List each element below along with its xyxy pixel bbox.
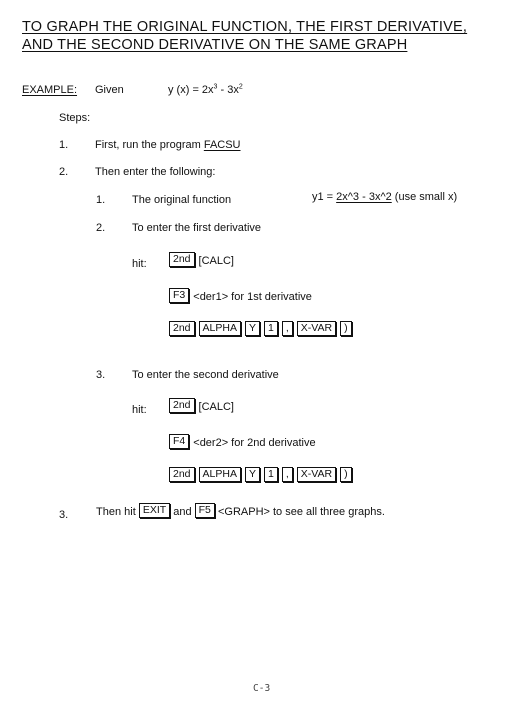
key-x-var: X-VAR <box>297 467 336 482</box>
key-2nd: 2nd <box>169 252 195 267</box>
program-name: FACSU <box>203 139 241 151</box>
equation-mid: - 3x <box>217 84 239 96</box>
key-comma: , <box>282 321 293 336</box>
expr-body: 2x^3 - 3x^2 <box>336 191 392 203</box>
key-f5: F5 <box>195 503 215 518</box>
expr-prefix: y1 = <box>312 191 337 203</box>
key-1: 1 <box>264 467 278 482</box>
key-2nd: 2nd <box>169 398 195 413</box>
substep-3-number: 3. <box>96 369 106 381</box>
key-2nd: 2nd <box>169 467 195 482</box>
key-exit: EXIT <box>139 503 170 518</box>
substep-2-text: To enter the first derivative <box>132 222 262 234</box>
key-f3: F3 <box>169 288 189 303</box>
step-3-lead: Then hit <box>96 506 136 518</box>
f4-row <box>169 433 316 451</box>
key-y: Y <box>245 467 260 482</box>
step-3-text <box>96 503 385 518</box>
f3-row <box>169 287 312 305</box>
key-sequence-2 <box>169 466 356 484</box>
key-alpha: ALPHA <box>199 467 241 482</box>
key-sequence-1 <box>169 320 356 338</box>
step-1-text <box>95 139 241 151</box>
key-close-paren: ) <box>340 467 352 482</box>
substep-1-text: The original function <box>132 194 232 206</box>
key-alpha: ALPHA <box>199 321 241 336</box>
example-equation <box>168 84 243 96</box>
step-2-number: 2. <box>59 166 69 178</box>
key-x-var: X-VAR <box>297 321 336 336</box>
title-line-1: TO GRAPH THE ORIGINAL FUNCTION, THE FIRST DERIVATIVE, <box>22 19 468 35</box>
page-title <box>22 18 467 54</box>
key-2nd: 2nd <box>169 321 195 336</box>
substep-2-number: 2. <box>96 222 106 234</box>
equation-exp-1: 3 <box>213 83 218 91</box>
key-1: 1 <box>264 321 278 336</box>
page-number: C-3 <box>253 683 271 694</box>
key-close-paren: ) <box>340 321 352 336</box>
equation-lhs: y (x) = 2x <box>168 84 214 96</box>
f3-description: <der1> for 1st derivative <box>193 291 312 303</box>
equation-exp-2: 2 <box>238 83 243 91</box>
key-f4: F4 <box>169 434 189 449</box>
key-y: Y <box>245 321 260 336</box>
calc-keys-row-2 <box>169 397 234 415</box>
step-1-number: 1. <box>59 139 69 151</box>
hit-label-2: hit: <box>132 404 147 416</box>
calc-label: [CALC] <box>198 401 234 413</box>
step-3-number: 3. <box>59 509 69 521</box>
title-line-2: AND THE SECOND DERIVATIVE ON THE SAME GRAPH <box>22 37 408 53</box>
substep-1-number: 1. <box>96 194 106 206</box>
key-comma: , <box>282 467 293 482</box>
example-given: Given <box>95 84 124 96</box>
example-label: EXAMPLE: <box>22 84 78 96</box>
steps-label: Steps: <box>59 112 91 124</box>
f4-description: <der2> for 2nd derivative <box>193 437 316 449</box>
calc-keys-row-1 <box>169 251 234 269</box>
calc-label: [CALC] <box>198 255 234 267</box>
step-2-text: Then enter the following: <box>95 166 216 178</box>
step-3-tail: <GRAPH> to see all three graphs. <box>217 506 385 518</box>
step-1-lead: First, run the program <box>95 139 204 151</box>
hit-label-1: hit: <box>132 258 147 270</box>
step-3-and: and <box>173 506 192 518</box>
substep-3-text: To enter the second derivative <box>132 369 279 381</box>
original-function-expression <box>312 191 457 203</box>
expr-note: (use small x) <box>391 191 458 203</box>
